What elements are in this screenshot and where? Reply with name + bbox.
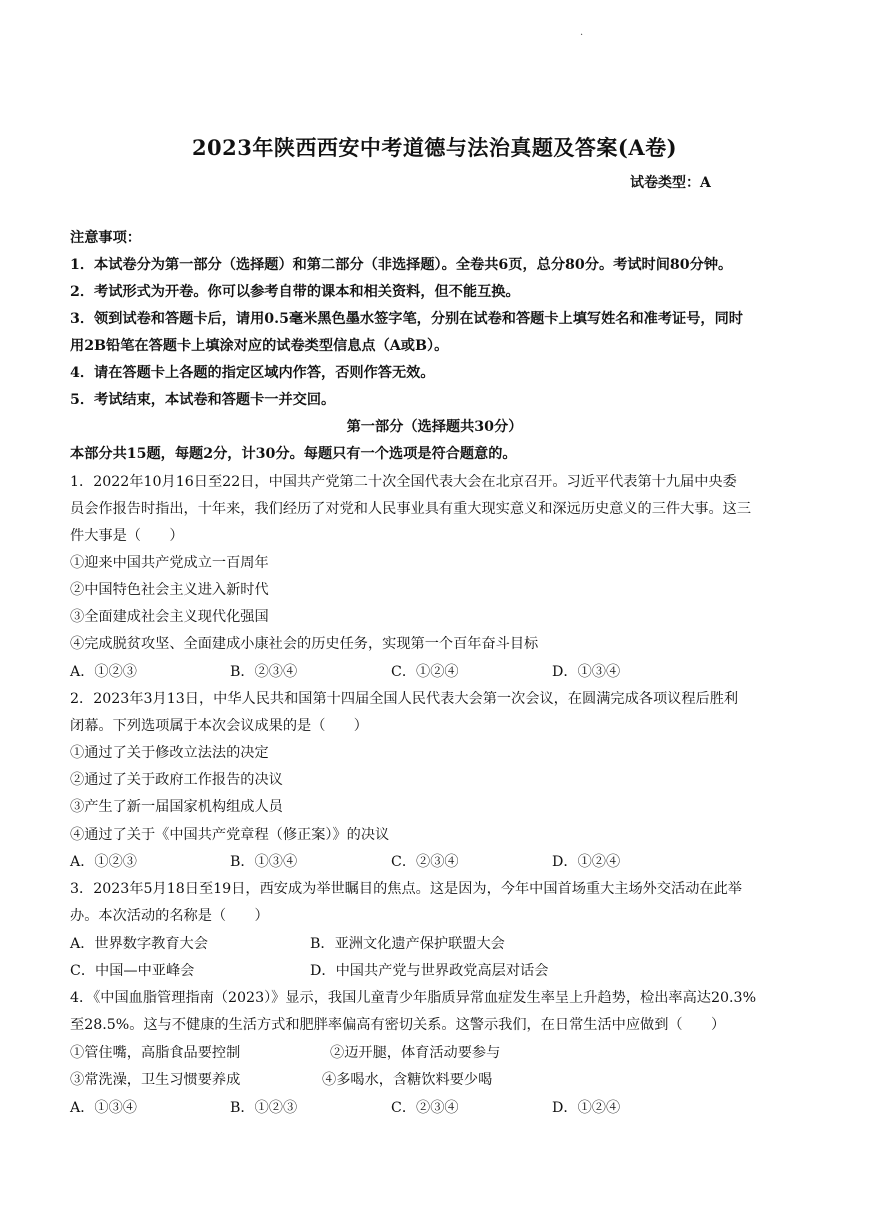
question-1-item: ③全面建成社会主义现代化强国: [70, 609, 269, 625]
question-2-option-c[interactable]: C．②③④: [391, 854, 459, 870]
question-3-option-c[interactable]: C．中国—中亚峰会: [70, 963, 195, 979]
question-1-stem: 件大事是（ ）: [70, 528, 184, 544]
question-1-item: ①迎来中国共产党成立一百周年: [70, 555, 269, 571]
question-3-option-d[interactable]: D．中国共产党与世界政党高层对话会: [310, 963, 549, 979]
question-3-stem: 3．2023年5月18日至19日，西安成为举世瞩目的焦点。这是因为，今年中国首场重大主场外交活动在此举: [70, 881, 742, 897]
note-item: 3．领到试卷和答题卡后，请用0.5毫米黑色墨水签字笔，分别在试卷和答题卡上填写姓名和准考证号，同时: [70, 311, 743, 327]
question-2-option-a[interactable]: A．①②③: [70, 854, 137, 870]
question-1-option-a[interactable]: A．①②③: [70, 664, 137, 680]
note-item: 5．考试结束，本试卷和答题卡一并交回。: [70, 392, 336, 408]
question-4-item: ②迈开腿，体育活动要参与: [330, 1045, 501, 1061]
question-3-stem: 办。本次活动的名称是（ ）: [70, 908, 269, 924]
question-1-option-b[interactable]: B．②③④: [230, 664, 298, 680]
question-1-stem: 员会作报告时指出，十年来，我们经历了对党和人民事业具有重大现实意义和深远历史意义的三件大事。这三: [70, 501, 752, 517]
note-item: 2．考试形式为开卷。你可以参考自带的课本和相关资料，但不能互换。: [70, 284, 520, 300]
question-3-option-b[interactable]: B．亚洲文化遗产保护联盟大会: [310, 936, 505, 952]
page-title: 2023年陕西西安中考道德与法治真题及答案(A卷): [191, 135, 678, 160]
question-4-item: ①管住嘴，高脂食品要控制: [70, 1045, 241, 1061]
question-2-option-d[interactable]: D．①②④: [552, 854, 621, 870]
question-4-stem: 至28.5%。这与不健康的生活方式和肥胖率偏高有密切关系。这警示我们，在日常生活中应做到（ ）: [70, 1017, 726, 1033]
question-4-stem: 4．《中国血脂管理指南（2023）》显示，我国儿童青少年脂质异常血症发生率呈上升趋势，检出率高达20.3%: [70, 990, 757, 1006]
top-dot: ·: [580, 30, 584, 41]
question-1-stem: 1．2022年10月16日至22日，中国共产党第二十次全国代表大会在北京召开。习近平代表第十九届中央委: [70, 474, 737, 490]
note-item: 4．请在答题卡上各题的指定区域内作答，否则作答无效。: [70, 365, 435, 381]
question-2-stem: 闭幕。下列选项属于本次会议成果的是（ ）: [70, 718, 368, 734]
question-2-item: ①通过了关于修改立法法的决定: [70, 745, 269, 761]
question-2-item: ④通过了关于《中国共产党章程（修正案）》的决议: [70, 827, 390, 843]
question-4-item: ③常洗澡，卫生习惯要养成: [70, 1072, 241, 1088]
notes-heading: 注意事项：: [70, 230, 141, 246]
part1-instruction: 本部分共15题，每题2分，计30分。每题只有一个选项是符合题意的。: [70, 446, 517, 462]
paper-type-label: 试卷类型：A: [630, 175, 711, 191]
question-1-option-c[interactable]: C．①②④: [391, 664, 459, 680]
question-2-stem: 2．2023年3月13日，中华人民共和国第十四届全国人民代表大会第一次会议，在圆满完成各项议程后胜利: [70, 691, 739, 707]
question-3-option-a[interactable]: A．世界数字教育大会: [70, 936, 208, 952]
question-1-item: ④完成脱贫攻坚、全面建成小康社会的历史任务，实现第一个百年奋斗目标: [70, 636, 539, 652]
note-item: 用2B铅笔在答题卡上填涂对应的试卷类型信息点（A或B）。: [70, 338, 449, 354]
question-4-item: ④多喝水，含糖饮料要少喝: [322, 1072, 493, 1088]
question-4-option-a[interactable]: A．①③④: [70, 1100, 137, 1116]
question-4-option-b[interactable]: B．①②③: [230, 1100, 298, 1116]
question-1-item: ②中国特色社会主义进入新时代: [70, 582, 269, 598]
question-1-option-d[interactable]: D．①③④: [552, 664, 621, 680]
note-item: 1．本试卷分为第一部分（选择题）和第二部分（非选择题）。全卷共6页，总分80分。考试时间80分钟。: [70, 257, 733, 273]
question-2-item: ③产生了新一届国家机构组成人员: [70, 799, 283, 815]
part1-heading: 第一部分（选择题共30分）: [346, 419, 523, 435]
question-2-option-b[interactable]: B．①③④: [230, 854, 298, 870]
question-4-option-c[interactable]: C．②③④: [391, 1100, 459, 1116]
question-4-option-d[interactable]: D．①②④: [552, 1100, 621, 1116]
question-2-item: ②通过了关于政府工作报告的决议: [70, 772, 283, 788]
